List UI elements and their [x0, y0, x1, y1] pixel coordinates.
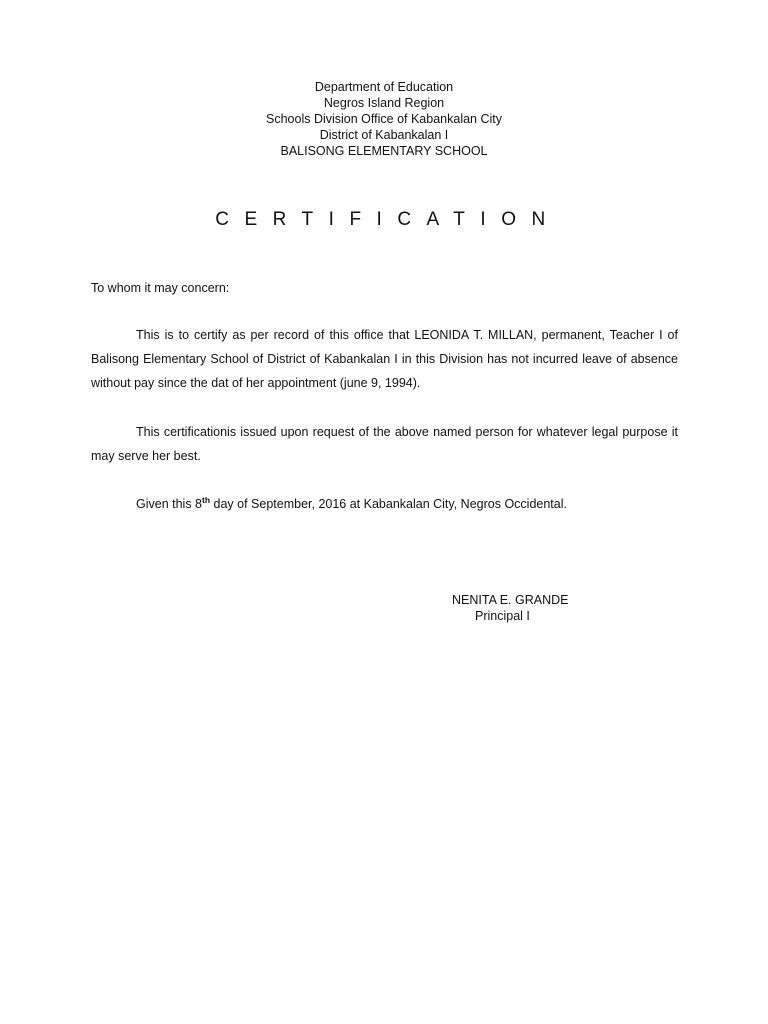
letterhead-department: Department of Education — [314, 80, 454, 94]
certification-paragraph — [91, 323, 678, 395]
given-paragraph — [91, 492, 678, 516]
letterhead-region: Negros Island Region — [323, 96, 445, 110]
purpose-paragraph — [91, 420, 678, 468]
signatory-name: NENITA E. GRANDE — [452, 593, 569, 607]
letterhead — [0, 79, 768, 159]
letterhead-district: District of Kabankalan I — [319, 128, 449, 142]
given-ordinal-suffix: th — [202, 494, 211, 505]
given-rest: day of September, 2016 at Kabankalan City, Negros Occidental. — [210, 497, 567, 511]
purpose-paragraph-text: This certificationis issued upon request of the above named person for whatever legal purpose it may serve her best. — [91, 425, 678, 463]
certification-paragraph-text: This is to certify as per record of this office that LEONIDA T. MILLAN, permanent, Teacher I of Balisong Elementary School of District of Kabankalan I in this Division has not incurred leave of absence without pay since the dat of her appointment (june 9, 1994). — [91, 328, 678, 390]
letterhead-school: BALISONG ELEMENTARY SCHOOL — [280, 144, 488, 158]
letterhead-division-office: Schools Division Office of Kabankalan City — [266, 112, 502, 126]
document-title: CERTIFICATION — [215, 209, 561, 230]
salutation: To whom it may concern: — [91, 281, 230, 295]
signature-block — [452, 592, 568, 624]
signatory-title: Principal I — [475, 609, 530, 623]
given-prefix: Given this 8 — [136, 497, 203, 511]
